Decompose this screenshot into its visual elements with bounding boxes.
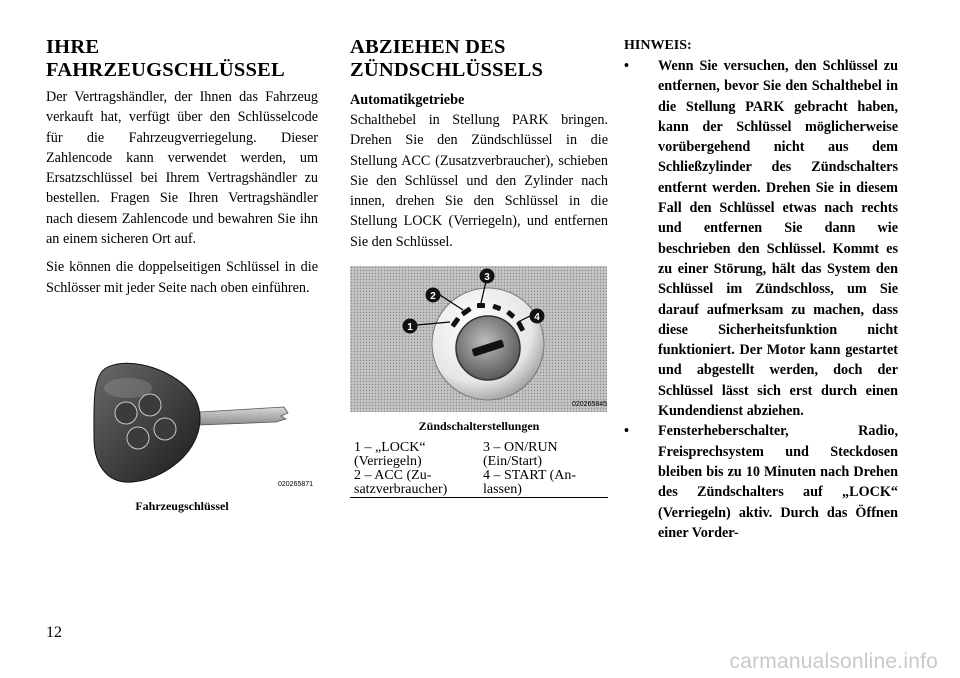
- legend-item-acc: 2 – ACC (Zusatzverbraucher): [354, 468, 448, 497]
- list-item: [624, 421, 898, 543]
- removal-heading-line1: ABZIEHEN DES: [350, 36, 506, 58]
- key-fob-body: [94, 363, 200, 482]
- key-figure-code: 020265871: [278, 481, 314, 488]
- bullet-icon: •: [624, 58, 629, 74]
- column-key-removal: [350, 36, 608, 252]
- callout-4: [530, 309, 545, 324]
- watermark: carmanualsonline.info: [729, 650, 938, 673]
- legend-item-on-run: 3 – ON/RUN (Ein/Start): [483, 440, 558, 469]
- ignition-figure-caption: Zündschalterstellungen: [418, 419, 540, 433]
- list-item: [624, 56, 898, 421]
- keys-heading-line1: IHRE: [46, 36, 100, 58]
- legend-row: [350, 441, 608, 469]
- trunk-button-icon: [127, 427, 149, 449]
- removal-heading: [350, 36, 608, 82]
- note-list: [624, 56, 898, 543]
- ignition-figure-code: 020265845: [572, 401, 607, 408]
- ignition-positions-legend: [350, 441, 608, 498]
- removal-heading-line2: ZÜNDSCHLÜSSELS: [350, 59, 544, 81]
- column-keys: [46, 36, 318, 298]
- lock-button-icon: [115, 402, 137, 424]
- ignition-switch-illustration: [350, 266, 607, 412]
- keys-paragraph-1: Der Vertragshändler, der Ihnen das Fahrzeug verkauft hat, verfügt über den Schlüsselcode für die Fahrzeugverriegelung. Dieser Zahlencode kann verwendet werden, um Ersatzschlüssel bei Ihrem Vertragshändler zu bestellen. Fragen Sie Ihren Vertragshändler nach diesem Zahlencode und bewahren Sie ihn an einem sicheren Ort auf.: [46, 89, 318, 248]
- note-text: Wenn Sie versuchen, den Schlüssel zu entfernen, bevor Sie den Schalthebel in die Stellung PARK gebracht haben, kann der Schlüssel möglicherweise vorübergehend nicht aus dem Schließzylinder des Zündschalters entfernt werden. Drehen Sie in diesem Fall den Schlüssel etwas nach rechts und entfernen Sie dann wie beschrieben den Schlüssel. Kommt es zu einer Störung, hält das System den Schlüssel im Zündschloss, um Sie darauf aufmerksam zu machen, dass diese Sicherheitsfunktion nicht funktioniert. Der Motor kann gestartet und abgestellt werden, doch der Schlüssel lässt sich erst durch einen Kundendienst abziehen.: [658, 58, 898, 420]
- vehicle-key-illustration: [88, 358, 316, 490]
- note-text: Fensterheberschalter, Radio, Freisprechsystem und Steckdosen bleiben bis zu 10 Minuten nach Drehen des Zündschalters auf „LOCK“ (Verriegeln) aktiv. Durch das Öffnen einer Vorder-: [658, 423, 898, 541]
- keys-heading-line2: FAHRZEUGSCHLÜSSEL: [46, 59, 285, 81]
- note-heading: HINWEIS:: [624, 38, 692, 53]
- automatic-transmission-subheading: Automatikgetriebe: [350, 92, 465, 108]
- legend-item-lock: 1 – „LOCK“ (Verriegeln): [354, 440, 426, 469]
- legend-row: [350, 469, 608, 498]
- callout-1: [403, 319, 418, 334]
- callout-1-label: 1: [407, 322, 413, 333]
- callout-3-label: 3: [484, 272, 490, 283]
- keys-paragraph-2: Sie können die doppelseitigen Schlüssel in die Schlösser mit jeder Seite nach oben einführen.: [46, 259, 318, 296]
- legend-item-start: 4 – START (Anlassen): [483, 468, 577, 497]
- keys-heading: [46, 36, 318, 82]
- callout-2-label: 2: [430, 291, 436, 302]
- bullet-icon: •: [624, 423, 629, 440]
- callout-3: [480, 269, 495, 284]
- key-figure-caption: Fahrzeugschlüssel: [135, 499, 229, 513]
- callout-2: [426, 288, 441, 303]
- key-blade: [200, 407, 288, 425]
- panic-button-icon: [154, 418, 176, 440]
- callout-4-label: 4: [534, 312, 540, 323]
- removal-paragraph: Schalthebel in Stellung PARK bringen. Drehen Sie den Zündschlüssel in die Stellung ACC (Zusatzverbraucher), schieben Sie den Schlüssel und den Zylinder nach innen, drehen Sie den Schlüssel in die Stellung LOCK (Verriegeln), und entfernen Sie den Schlüssel.: [350, 112, 608, 250]
- page-number: 12: [46, 624, 62, 641]
- column-notes: [624, 36, 898, 543]
- unlock-button-icon: [139, 394, 161, 416]
